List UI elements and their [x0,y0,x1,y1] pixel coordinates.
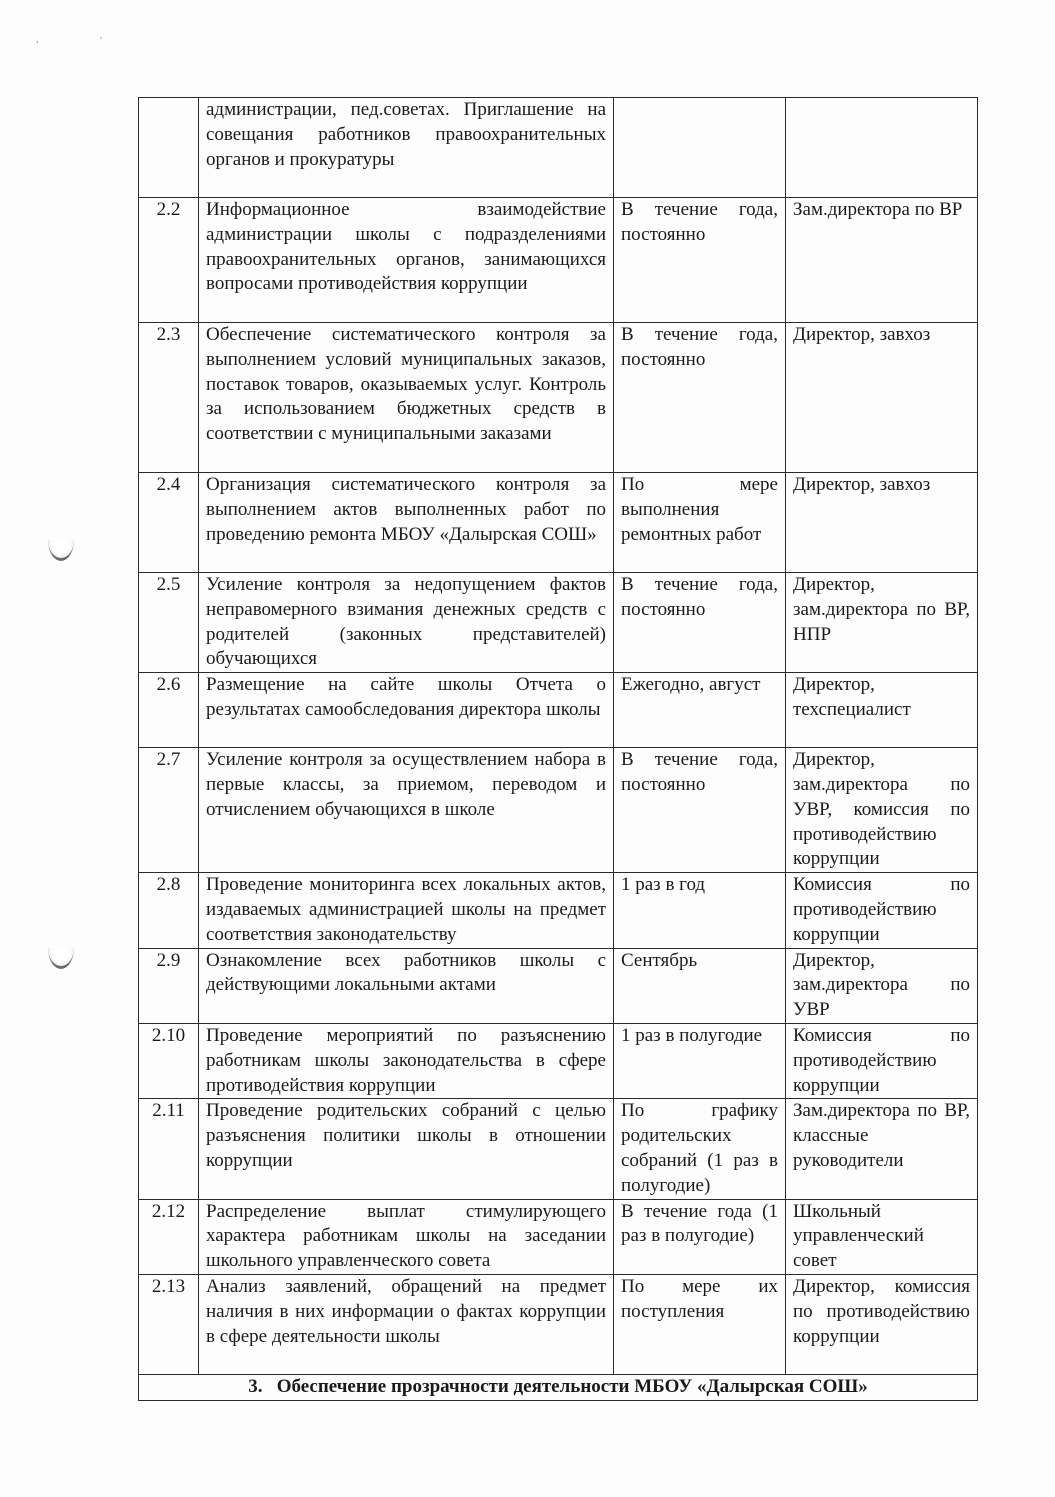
section-3-title: Обеспечение прозрачности деятельности МБОУ «Далырская СОШ» [276,1375,868,1397]
section-3-number: 3. [248,1375,263,1397]
row-number: 2.10 [139,1023,199,1098]
row-activity: Проведение мероприятий по разъяснению работникам школы законодательства в сфере противодействия коррупции [199,1023,614,1098]
table-row [139,1274,978,1374]
row-period: По мере выполнения ремонтных работ [614,473,786,573]
row-responsible [786,98,978,198]
punch-hole [48,540,74,561]
row-responsible: Директор, зам.директора по ВР, НПР [786,573,978,673]
row-responsible: Директор, завхоз [786,323,978,473]
row-activity: Размещение на сайте школы Отчета о результатах самообследования директора школы [199,673,614,748]
row-activity: Ознакомление всех работников школы с действующими локальными актами [199,948,614,1023]
row-responsible: Директор, зам.директора по УВР [786,948,978,1023]
row-period: Ежегодно, август [614,673,786,748]
row-period [614,98,786,198]
row-activity: Организация систематического контроля за выполнением актов выполненных работ по проведению ремонта МБОУ «Далырская СОШ» [199,473,614,573]
row-period: 1 раз в полугодие [614,1023,786,1098]
row-number: 2.12 [139,1199,199,1274]
row-number: 2.9 [139,948,199,1023]
row-number: 2.3 [139,323,199,473]
row-number: 2.13 [139,1274,199,1374]
row-activity: Распределение выплат стимулирующего характера работникам школы на заседании школьного управленческого совета [199,1199,614,1274]
row-activity: администрации, пед.советах. Приглашение на совещания работников правоохранительных органов и прокуратуры [199,98,614,198]
section-3-heading [139,1374,978,1400]
table-row [139,323,978,473]
row-activity: Обеспечение систематического контроля за выполнением условий муниципальных заказов, поставок товаров, оказываемых услуг. Контроль за использованием бюджетных средств в соответствии с муниципальными заказами [199,323,614,473]
table-row [139,98,978,198]
table-row [139,748,978,873]
row-period: В течение года, постоянно [614,198,786,323]
table-row [139,1023,978,1098]
table-row [139,873,978,948]
row-period: В течение года, постоянно [614,323,786,473]
row-number: 2.11 [139,1099,199,1199]
table-row [139,673,978,748]
row-responsible: Директор, зам.директора по УВР, комиссия по противодействию коррупции [786,748,978,873]
anticorruption-plan-table [138,97,978,1401]
table-row [139,573,978,673]
row-number: 2.6 [139,673,199,748]
table-row [139,1099,978,1199]
row-period: В течение года, постоянно [614,573,786,673]
row-activity: Анализ заявлений, обращений на предмет наличия в них информации о фактах коррупции в сфере деятельности школы [199,1274,614,1374]
row-number: 2.8 [139,873,199,948]
scan-speck: , [36,34,39,45]
row-responsible: Комиссия по противодействию коррупции [786,873,978,948]
row-period: По мере их поступления [614,1274,786,1374]
row-responsible: Зам.директора по ВР [786,198,978,323]
table-row [139,198,978,323]
row-period: Сентябрь [614,948,786,1023]
row-activity: Усиление контроля за осуществлением набора в первые классы, за приемом, переводом и отчислением обучающихся в школе [199,748,614,873]
row-number: 2.4 [139,473,199,573]
row-responsible: Зам.директора по ВР, классные руководители [786,1099,978,1199]
table-row [139,1199,978,1274]
row-period: В течение года (1 раз в полугодие) [614,1199,786,1274]
table-row [139,948,978,1023]
row-responsible: Директор, завхоз [786,473,978,573]
row-responsible: Комиссия по противодействию коррупции [786,1023,978,1098]
row-responsible: Школьный управленческий совет [786,1199,978,1274]
row-activity: Проведение родительских собраний с целью разъяснения политики школы в отношении коррупции [199,1099,614,1199]
row-number: 2.2 [139,198,199,323]
row-number: 2.5 [139,573,199,673]
row-activity: Информационное взаимодействие администрации школы с подразделениями правоохранительных органов, занимающихся вопросами противодействия коррупции [199,198,614,323]
row-number: 2.7 [139,748,199,873]
scan-speck: ' [100,36,102,47]
section-header-row [139,1374,978,1400]
row-period: По графику родительских собраний (1 раз в полугодие) [614,1099,786,1199]
table-row [139,473,978,573]
row-responsible: Директор, комиссия по противодействию коррупции [786,1274,978,1374]
row-activity: Проведение мониторинга всех локальных актов, издаваемых администрацией школы на предмет соответствия законодательству [199,873,614,948]
punch-hole [48,948,74,969]
row-period: В течение года, постоянно [614,748,786,873]
row-period: 1 раз в год [614,873,786,948]
row-responsible: Директор, техспециалист [786,673,978,748]
row-number [139,98,199,198]
row-activity: Усиление контроля за недопущением фактов неправомерного взимания денежных средств с родителей (законных представителей) обучающихся [199,573,614,673]
